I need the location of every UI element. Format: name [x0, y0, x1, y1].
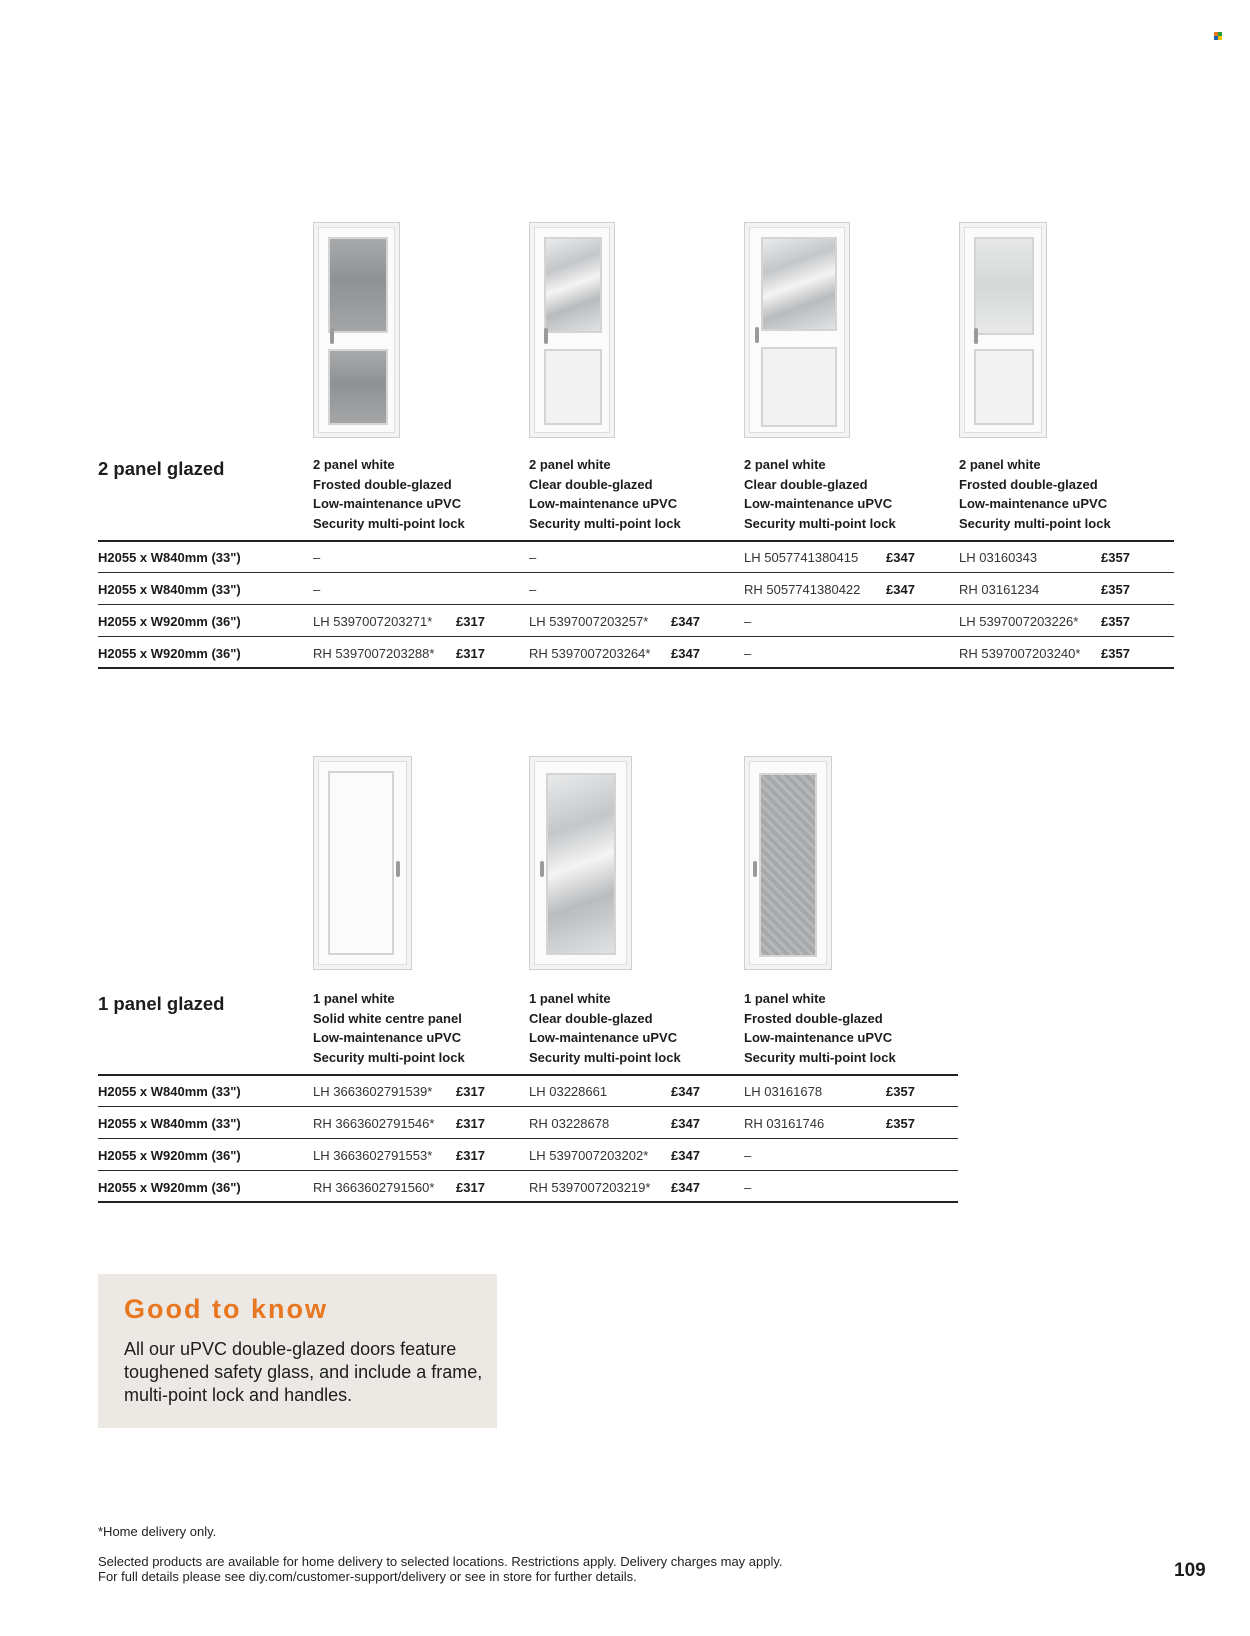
code-cell: RH 5397007203288*: [313, 646, 435, 661]
product-description-line: 1 panel white: [744, 991, 826, 1006]
price-cell: £317: [456, 1116, 485, 1131]
brand-logo-icon: [1214, 32, 1222, 40]
code-cell: LH 3663602791553*: [313, 1148, 433, 1163]
product-description-line: 1 panel white: [529, 991, 611, 1006]
product-description-line: Frosted double-glazed: [959, 476, 1098, 492]
product-description-line: Low-maintenance uPVC: [313, 496, 462, 511]
footer-delivery-line-1: Selected products are available for home delivery to selected locations. Restrictions apply. Delivery charges may apply.: [98, 1554, 783, 1569]
page-number: 109: [1174, 1560, 1206, 1581]
product-description-line: Security multi-point lock: [744, 1049, 896, 1065]
size-cell: H2055 x W920mm (36"): [98, 1180, 241, 1195]
price-cell: £357: [1101, 614, 1130, 629]
product-description-line: Low-maintenance uPVC: [744, 496, 893, 511]
product-description-line: Security multi-point lock: [529, 515, 681, 531]
table-row: [98, 1140, 958, 1171]
code-cell: RH 3663602791560*: [313, 1180, 435, 1195]
code-cell: RH 5397007203219*: [529, 1180, 651, 1195]
code-cell: LH 03160343: [959, 550, 1038, 565]
product-description-line: Low-maintenance uPVC: [529, 1030, 678, 1045]
code-cell: LH 5397007203226*: [959, 614, 1079, 629]
door-image-1-panel-frosted: [744, 756, 832, 970]
code-cell: RH 3663602791546*: [313, 1116, 435, 1131]
door-image-1-panel-solid: [313, 756, 412, 970]
good-to-know-text: All our uPVC double-glazed doors feature toughened safety glass, and include a frame, multi-point lock and handles.: [124, 1339, 483, 1405]
price-cell: £317: [456, 1148, 485, 1163]
price-cell: £317: [456, 646, 485, 661]
size-cell: H2055 x W840mm (33"): [98, 550, 241, 565]
code-cell: –: [744, 1148, 752, 1163]
code-cell: LH 5397007203271*: [313, 614, 433, 629]
code-cell: LH 3663602791539*: [313, 1084, 433, 1099]
product-description-line: Solid white centre panel: [313, 1010, 462, 1026]
code-cell: LH 5397007203202*: [529, 1148, 649, 1163]
product-description-line: Clear double-glazed: [529, 476, 653, 492]
product-description-line: Low-maintenance uPVC: [313, 1030, 462, 1045]
code-cell: LH 03228661: [529, 1084, 608, 1099]
code-cell: LH 5397007203257*: [529, 614, 649, 629]
door-image-2-panel-frosted-light: [959, 222, 1047, 438]
price-cell: £347: [671, 614, 700, 629]
table-row: [98, 1076, 958, 1107]
product-description-line: Security multi-point lock: [529, 1049, 681, 1065]
size-cell: H2055 x W920mm (36"): [98, 646, 241, 661]
product-description: [529, 989, 681, 1067]
product-description-line: Low-maintenance uPVC: [959, 496, 1108, 511]
product-description-line: Security multi-point lock: [313, 515, 465, 531]
product-description-line: 1 panel white: [313, 991, 395, 1006]
product-description: [529, 455, 681, 533]
price-cell: £357: [1101, 582, 1130, 597]
code-cell: –: [744, 1180, 752, 1195]
table-row: [98, 638, 1174, 669]
code-cell: –: [744, 646, 752, 661]
price-cell: £317: [456, 614, 485, 629]
price-cell: £357: [886, 1116, 915, 1131]
code-cell: RH 03161234: [959, 582, 1040, 597]
footer-delivery-line-2: For full details please see diy.com/customer-support/delivery or see in store for further details.: [98, 1569, 637, 1584]
price-cell: £357: [1101, 646, 1130, 661]
code-cell: –: [313, 582, 321, 597]
code-cell: RH 5397007203264*: [529, 646, 651, 661]
product-description-line: Security multi-point lock: [744, 515, 896, 531]
product-description: [313, 989, 465, 1067]
code-cell: –: [313, 550, 321, 565]
price-cell: £357: [886, 1084, 915, 1099]
door-image-2-panel-frosted: [313, 222, 400, 438]
code-cell: LH 03161678: [744, 1084, 823, 1099]
code-cell: –: [744, 614, 752, 629]
code-cell: –: [529, 550, 537, 565]
product-description: [313, 455, 465, 533]
code-cell: LH 5057741380415: [744, 550, 859, 565]
section-title-2-panel: 2 panel glazed: [98, 458, 225, 479]
table-row: [98, 1108, 958, 1139]
product-description: [744, 989, 896, 1067]
product-description-line: Security multi-point lock: [313, 1049, 465, 1065]
footnote-home-delivery: *Home delivery only.: [98, 1524, 217, 1539]
table-row: [98, 574, 1174, 605]
price-cell: £317: [456, 1084, 485, 1099]
product-description-line: 2 panel white: [744, 457, 826, 472]
product-description-line: Low-maintenance uPVC: [744, 1030, 893, 1045]
price-cell: £347: [671, 1148, 700, 1163]
size-cell: H2055 x W920mm (36"): [98, 1148, 241, 1163]
price-cell: £347: [671, 1116, 700, 1131]
product-description-line: Clear double-glazed: [529, 1010, 653, 1026]
size-cell: H2055 x W840mm (33"): [98, 582, 241, 597]
size-cell: H2055 x W840mm (33"): [98, 1084, 241, 1099]
product-description-line: Frosted double-glazed: [313, 476, 452, 492]
product-description-line: 2 panel white: [313, 457, 395, 472]
table-row: [98, 606, 1174, 637]
size-cell: H2055 x W920mm (36"): [98, 614, 241, 629]
door-image-1-panel-clear: [529, 756, 632, 970]
product-description: [959, 455, 1111, 533]
good-to-know-title: Good to know: [124, 1294, 328, 1324]
product-description-line: Low-maintenance uPVC: [529, 496, 678, 511]
table-row: [98, 542, 1174, 573]
table-row: [98, 1172, 958, 1203]
section-title-1-panel: 1 panel glazed: [98, 993, 225, 1014]
code-cell: RH 03161746: [744, 1116, 825, 1131]
size-cell: H2055 x W840mm (33"): [98, 1116, 241, 1131]
product-description-line: Security multi-point lock: [959, 515, 1111, 531]
price-cell: £347: [671, 1180, 700, 1195]
code-cell: RH 5057741380422: [744, 582, 861, 597]
price-cell: £347: [886, 550, 915, 565]
price-cell: £317: [456, 1180, 485, 1195]
price-cell: £347: [886, 582, 915, 597]
price-cell: £347: [671, 1084, 700, 1099]
door-image-2-panel-clear-large: [744, 222, 850, 438]
product-description-line: Frosted double-glazed: [744, 1010, 883, 1026]
price-cell: £347: [671, 646, 700, 661]
product-description-line: Clear double-glazed: [744, 476, 868, 492]
code-cell: RH 5397007203240*: [959, 646, 1081, 661]
good-to-know-box: [98, 1274, 497, 1428]
door-image-2-panel-clear: [529, 222, 615, 438]
product-description-line: 2 panel white: [529, 457, 611, 472]
product-description: [744, 455, 896, 533]
price-cell: £357: [1101, 550, 1130, 565]
code-cell: RH 03228678: [529, 1116, 610, 1131]
code-cell: –: [529, 582, 537, 597]
product-description-line: 2 panel white: [959, 457, 1041, 472]
